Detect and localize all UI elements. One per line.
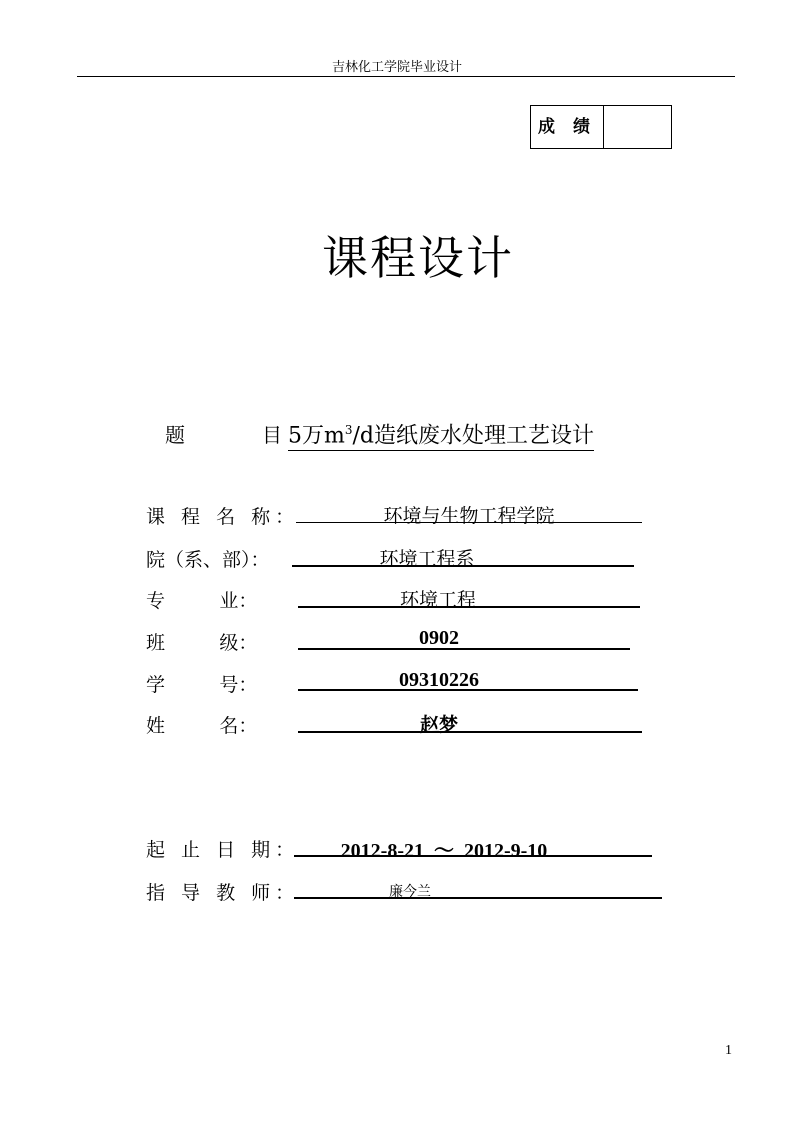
department-label: 院（系、部）： [146,549,270,571]
advisor-label: 指 导 教 师： [146,882,300,904]
topic-value [288,417,594,451]
department-value: 环境工程系 [379,548,475,570]
grade-value-cell [604,106,671,148]
grade-label: 成 绩 [538,117,596,137]
department-underline [292,565,634,567]
page-header-title: 吉林化工学院毕业设计 [331,60,462,75]
advisor-underline [294,897,662,899]
course-name-value: 环境与生物工程学院 [383,505,555,527]
topic-value-suffix: /d造纸废水处理工艺设计 [352,423,594,449]
grade-box [530,105,672,149]
page-number: 1 [725,1043,732,1058]
topic-value-superscript: 3 [344,423,353,437]
topic-label-first-char: 题 [165,423,185,447]
student-id-label: 学 号： [146,674,258,696]
dates-label: 起 止 日 期： [146,839,300,861]
header-rule [77,76,735,77]
student-id-value: 09310226 [399,669,479,691]
dates-underline [294,855,652,857]
student-id-underline [298,689,638,691]
course-name-label: 课 程 名 称： [146,506,300,528]
name-label: 姓 名： [146,715,258,737]
advisor-value: 廉今兰 [389,884,431,900]
major-value: 环境工程 [399,589,476,611]
class-value: 0902 [419,627,459,649]
dates-value: 2012-8-21 ～ 2012-9-10 [340,840,548,862]
topic-label-second-char: 目 [262,423,282,447]
class-underline [298,648,630,650]
document-title: 课程设计 [322,231,514,285]
major-label: 专 业： [146,590,258,612]
topic-value-prefix: 5万m [288,423,345,449]
course-name-underline [296,522,642,523]
name-value: 赵梦 [419,714,458,736]
name-underline [298,731,642,733]
class-label: 班 级： [146,632,258,654]
major-underline [298,606,640,608]
